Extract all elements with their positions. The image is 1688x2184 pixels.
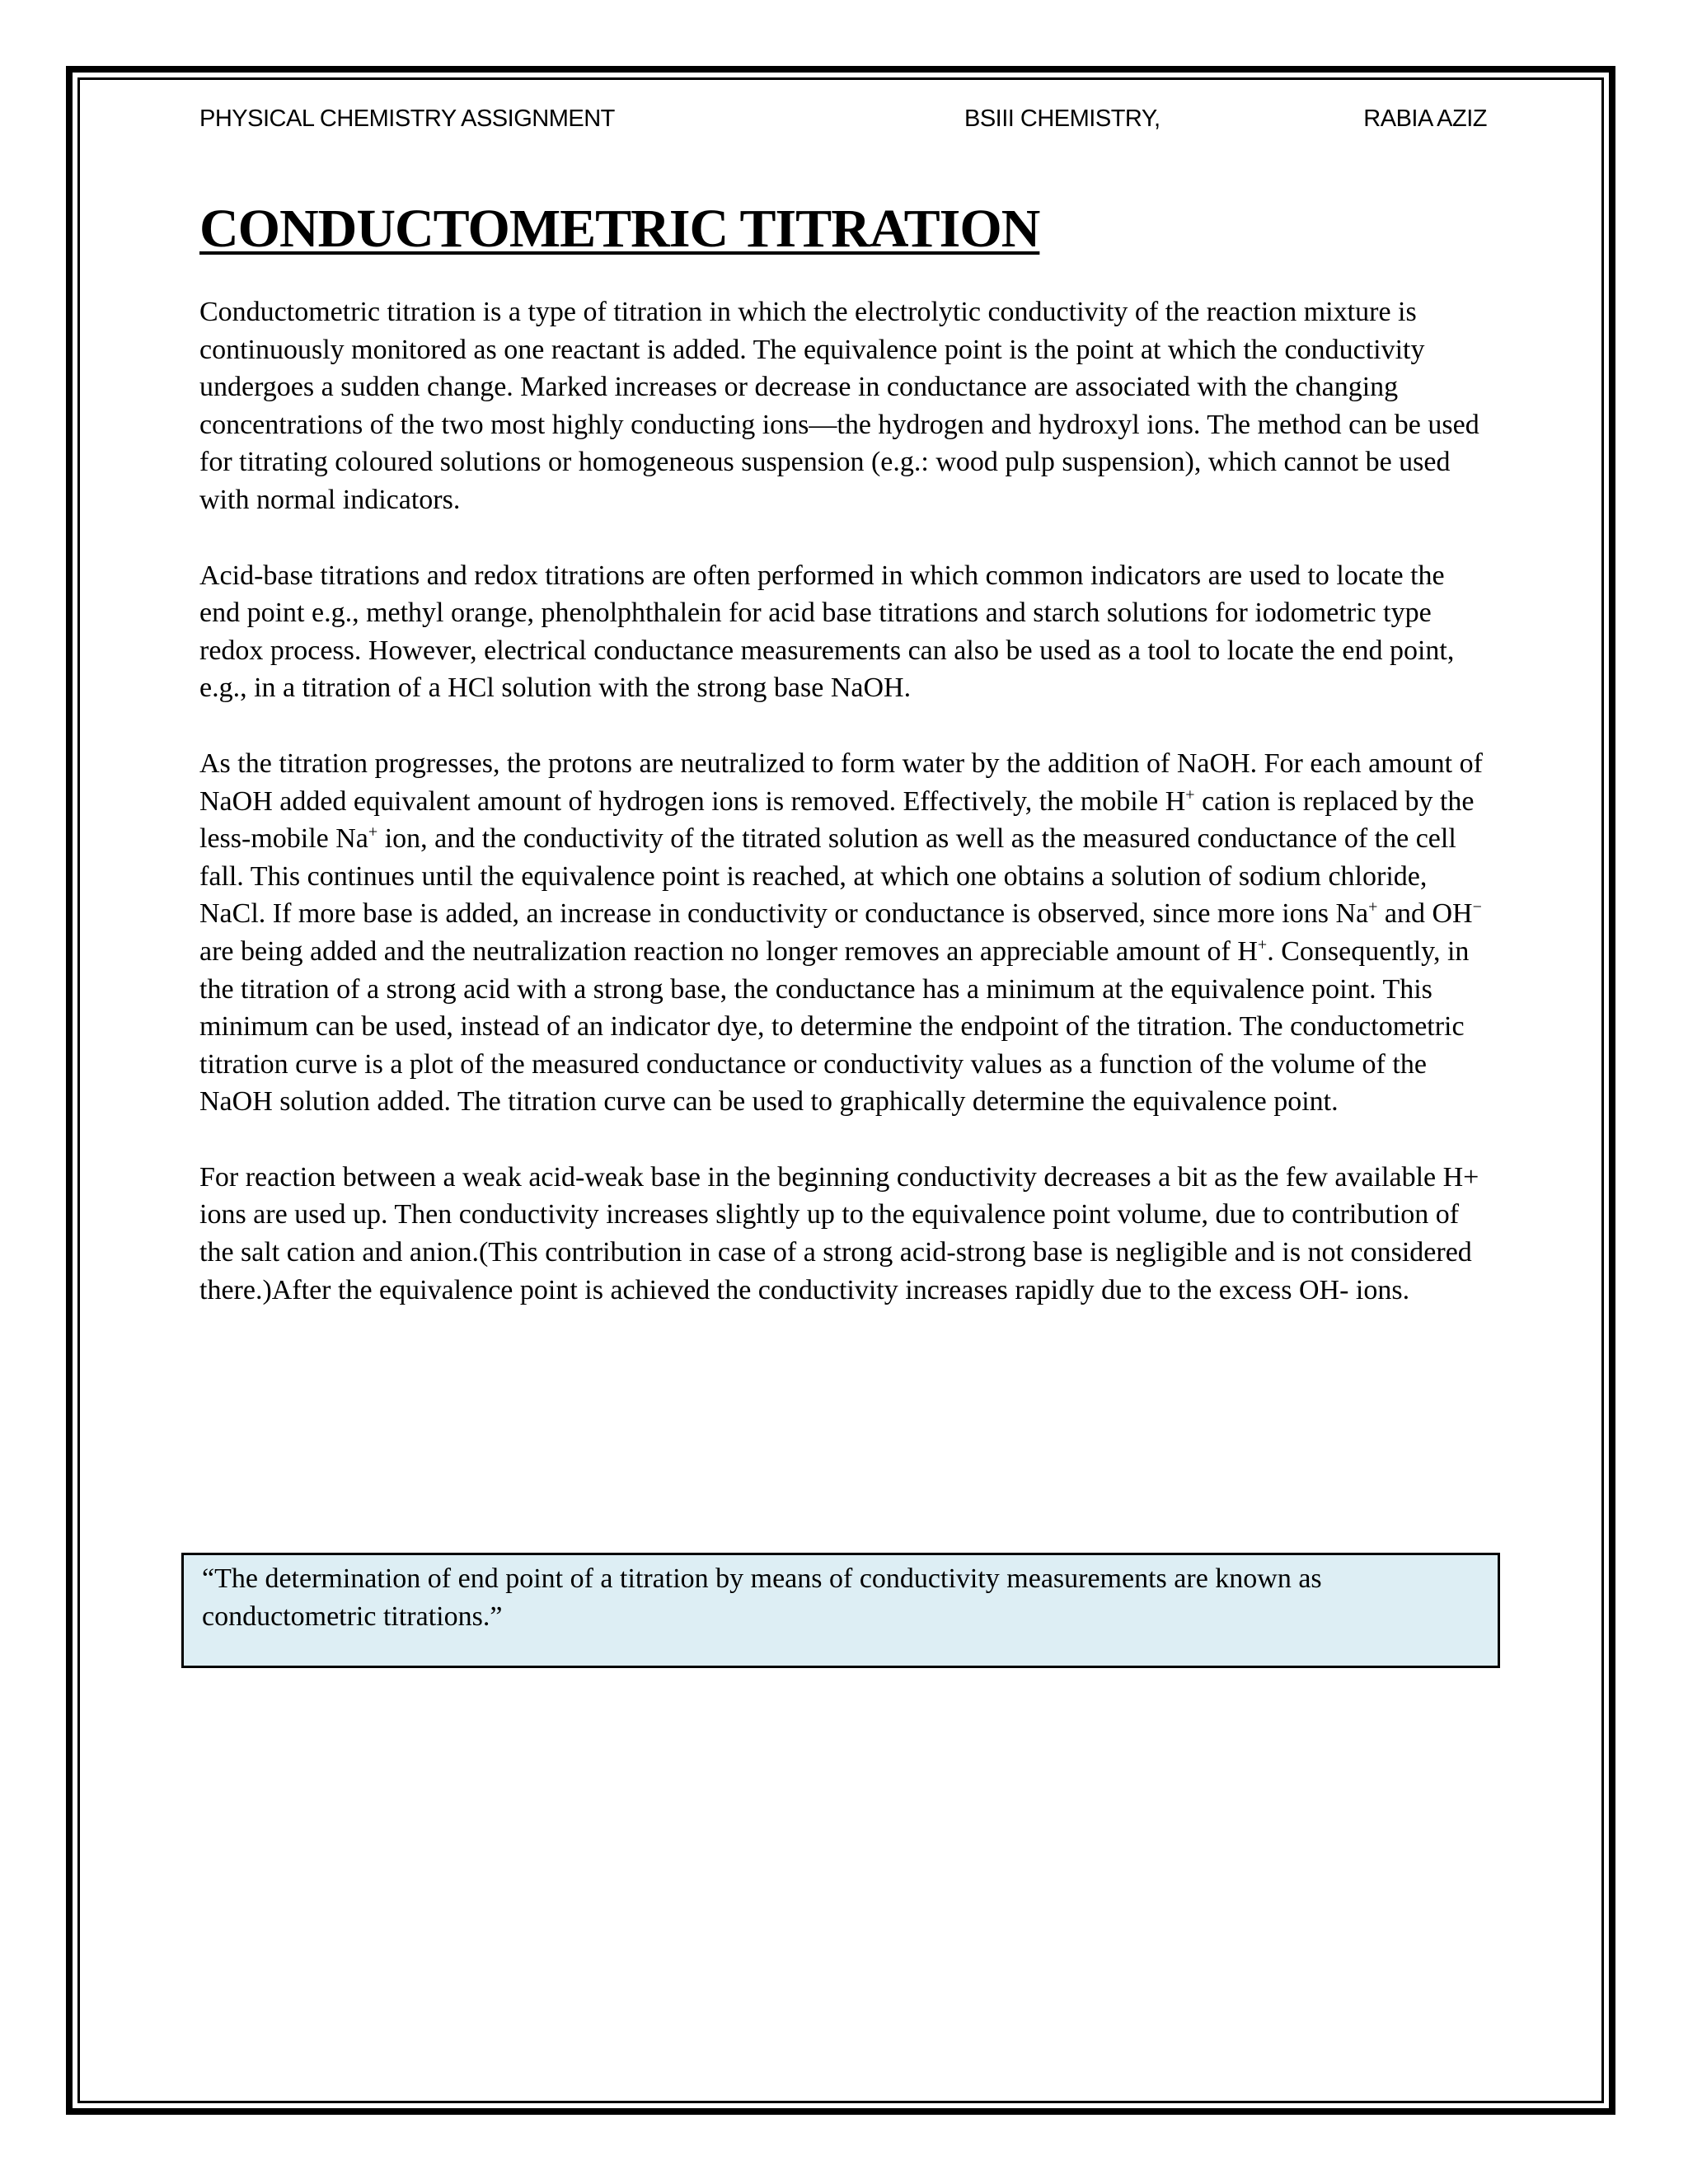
superscript: + (1368, 898, 1378, 916)
definition-text: “The determination of end point of a titration by means of conductivity measurements are known as conductometric titrations.” (202, 1563, 1322, 1632)
page-header (199, 102, 1487, 135)
text-run: are being added and the neutralization reaction no longer removes an appreciable amount of H (199, 935, 1258, 967)
paragraph-indicators: Acid-base titrations and redox titrations are often performed in which common indicators are used to locate the end point e.g., methyl orange, phenolphthalein for acid base titrations and starch solutions for iodometric type redox process. However, electrical conductance measurements can also be used as a tool to locate the end point, e.g., in a titration of a HCl solution with the strong base NaOH. (199, 560, 1455, 704)
paragraph-titration-progress (199, 745, 1487, 1121)
header-course: PHYSICAL CHEMISTRY ASSIGNMENT (199, 105, 615, 132)
header-author: RABIA AZIZ (1363, 105, 1487, 132)
superscript: − (1472, 898, 1482, 916)
text-run: ion, and the conductivity of the titrated solution as well as the measured conductance of the cell fall. This continues until the equivalence point is reached, at which one obtains a solution of sodium chloride, NaCl. If more base is added, an increase in conductivity or conductance is observed, since more ions Na (199, 823, 1456, 930)
text-run: As the titration progresses, the protons are neutralized to form water by the addition of NaOH. For each amount of NaOH added equivalent amount of hydrogen ions is removed. Effectively, the mobile H (199, 748, 1483, 817)
text-run: and OH (1377, 898, 1473, 930)
document-title: CONDUCTOMETRIC TITRATION (199, 199, 1040, 259)
header-class: BSIII CHEMISTRY, (964, 105, 1160, 132)
superscript: + (1257, 935, 1268, 954)
superscript: + (1185, 785, 1195, 804)
paragraph-weak-acid-base: For reaction between a weak acid-weak base in the beginning conductivity decreases a bit as the few available H+ ions are used up. Then conductivity increases slightly up to the equivalence point volume, due to contribution of the salt cation and anion.(This contribution in case of a strong acid-strong base is negligible and is not considered there.)After the equivalence point is achieved the conductivity increases rapidly due to the excess OH- ions. (199, 1161, 1479, 1305)
document-body (199, 293, 1487, 1347)
text-run: . Consequently, in the titration of a strong acid with a strong base, the conductance has a minimum at the equivalence point. This minimum can be used, instead of an indicator dye, to determine the endpoint of the titration. The conductometric titration curve is a plot of the measured conductance or conductivity values as a function of the volume of the NaOH solution added. The titration curve can be used to graphically determine the equivalence point. (199, 935, 1470, 1118)
superscript: + (368, 823, 378, 841)
definition-callout (181, 1553, 1500, 1668)
text-run: cation is replaced by the less-mobile Na (199, 785, 1475, 855)
paragraph-intro: Conductometric titration is a type of titration in which the electrolytic conductivity of the reaction mixture is continuously monitored as one reactant is added. The equivalence point is the point at which the conductivity undergoes a sudden change. Marked increases or decrease in conductance are associated with the changing concentrations of the two most highly conducting ions—the hydrogen and hydroxyl ions. The method can be used for titrating coloured solutions or homogeneous suspension (e.g.: wood pulp suspension), which cannot be used with normal indicators. (199, 297, 1479, 515)
